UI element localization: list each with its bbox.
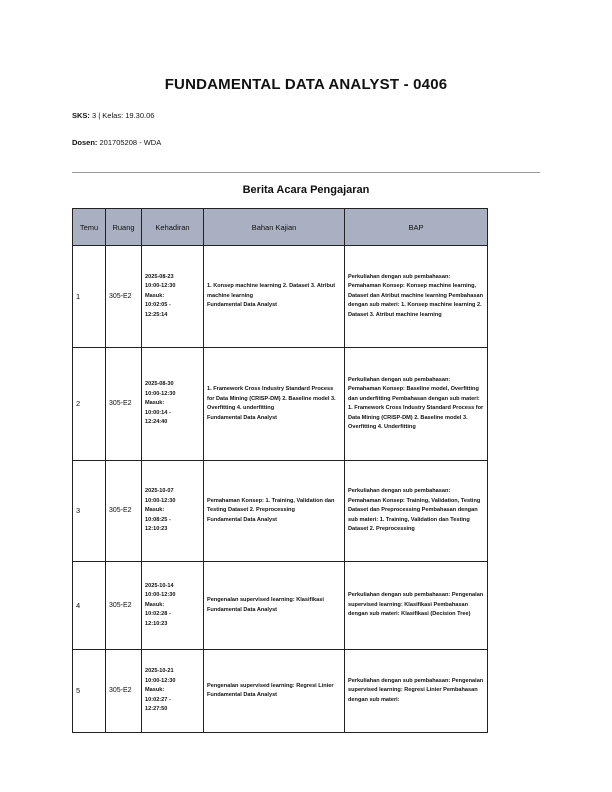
page-title: FUNDAMENTAL DATA ANALYST - 0406 bbox=[164, 76, 448, 93]
temu-cell: 4 bbox=[73, 562, 106, 650]
kehadiran-time: 10:00-12:30 bbox=[145, 283, 176, 290]
kehadiran-label: Masuk: bbox=[145, 292, 165, 299]
bap-cell: Perkuliahan dengan sub pembahasan: Pengenalan supervised learning: Klasifikasi Pembahasan dengan sub materi: Klasifikasi (Decision Tree) bbox=[345, 562, 488, 650]
ruang-cell: 305-E2 bbox=[106, 246, 142, 348]
col-header-bap: BAP bbox=[345, 209, 488, 246]
bahan-topic: 1. Framework Cross Industry Standard Process for Data Mining (CRISP-DM) 2. Baseline model 3. Overfitting 4. underfitting bbox=[207, 386, 336, 411]
bap-cell: Perkuliahan dengan sub pembahasan: Pemahaman Konsep: Training, Validation, Testing Dataset dan Preprocessing Pembahasan dengan sub materi: 1. Training, Validation dan Testing Dataset 2. Preprocessing bbox=[345, 461, 488, 562]
bahan-topic: Pengenalan supervised learning: Regresi Linier bbox=[207, 682, 334, 689]
col-header-ruang: Ruang bbox=[106, 209, 142, 246]
table-row bbox=[73, 348, 488, 461]
kehadiran-time: 10:00-12:30 bbox=[145, 677, 176, 684]
bahan-course: Fundamental Data Analyst bbox=[207, 516, 278, 523]
lecturer-info bbox=[72, 138, 161, 147]
kehadiran-date: 2025-10-07 bbox=[145, 488, 174, 495]
bahan-course: Fundamental Data Analyst bbox=[207, 606, 278, 613]
kehadiran-date: 2025-08-23 bbox=[145, 273, 174, 280]
kehadiran-in: 10:02:05 - bbox=[145, 302, 171, 309]
bahan-kajian-cell bbox=[204, 246, 345, 348]
kehadiran-date: 2025-10-21 bbox=[145, 668, 174, 675]
col-header-temu: Temu bbox=[73, 209, 106, 246]
sks-label: SKS: bbox=[72, 111, 90, 120]
kehadiran-cell bbox=[142, 650, 204, 733]
temu-cell: 2 bbox=[73, 348, 106, 461]
kehadiran-label: Masuk: bbox=[145, 507, 165, 514]
kehadiran-label: Masuk: bbox=[145, 601, 165, 608]
kehadiran-time: 10:00-12:30 bbox=[145, 592, 176, 599]
bap-cell: Perkuliahan dengan sub pembahasan: Pemahaman Konsep: Konsep machine learning, Dataset dan Atribut machine learning Pembahasan dengan sub materi: 1. Konsep machine learning 2. Dataset 3. Atribut machine learning bbox=[345, 246, 488, 348]
table-row bbox=[73, 246, 488, 348]
table-row bbox=[73, 461, 488, 562]
kehadiran-in: 10:02:27 - bbox=[145, 696, 171, 703]
kehadiran-time: 10:00-12:30 bbox=[145, 497, 176, 504]
bahan-kajian-cell bbox=[204, 650, 345, 733]
divider bbox=[72, 172, 540, 173]
section-title: Berita Acara Pengajaran bbox=[242, 184, 370, 196]
col-header-bahan-kajian: Bahan Kajian bbox=[204, 209, 345, 246]
bahan-course: Fundamental Data Analyst bbox=[207, 414, 278, 421]
bahan-topic: 1. Konsep machine learning 2. Dataset 3. Atribut machine learning bbox=[207, 283, 336, 299]
bahan-kajian-cell bbox=[204, 461, 345, 562]
kehadiran-cell bbox=[142, 348, 204, 461]
kehadiran-cell bbox=[142, 246, 204, 348]
ruang-cell: 305-E2 bbox=[106, 650, 142, 733]
kehadiran-in: 10:08:25 - bbox=[145, 516, 171, 523]
table-row bbox=[73, 650, 488, 733]
bahan-topic: Pengenalan supervised learning: Klasifikasi bbox=[207, 597, 324, 603]
kehadiran-time: 10:00-12:30 bbox=[145, 390, 176, 397]
ruang-cell: 305-E2 bbox=[106, 348, 142, 461]
sks-value: 3 | Kelas: 19.30.06 bbox=[92, 111, 155, 120]
dosen-label: Dosen: bbox=[72, 138, 98, 147]
kehadiran-out: 12:10:23 bbox=[145, 526, 168, 533]
bap-cell: Perkuliahan dengan sub pembahasan: Pemahaman Konsep: Baseline model, Overfitting dan underfitting Pembahasan dengan sub materi: 1. Framework Cross Industry Standard Process for Data Mining (CRISP-DM) 2. Baseline model 3. Overfitting 4. Underfitting bbox=[345, 348, 488, 461]
bahan-kajian-cell bbox=[204, 562, 345, 650]
kehadiran-out: 12:10:23 bbox=[145, 620, 168, 627]
kehadiran-date: 2025-08-30 bbox=[145, 381, 174, 388]
temu-cell: 3 bbox=[73, 461, 106, 562]
kehadiran-date: 2025-10-14 bbox=[145, 582, 174, 589]
kehadiran-out: 12:24:40 bbox=[145, 419, 168, 426]
kehadiran-label: Masuk: bbox=[145, 400, 165, 407]
bahan-kajian-cell bbox=[204, 348, 345, 461]
bap-cell: Perkuliahan dengan sub pembahasan: Pengenalan supervised learning: Regresi Linier Pembahasan dengan sub materi: bbox=[345, 650, 488, 733]
dosen-value: 201705208 - WDA bbox=[99, 138, 162, 147]
col-header-kehadiran: Kehadiran bbox=[142, 209, 204, 246]
kehadiran-label: Masuk: bbox=[145, 687, 165, 694]
table-header-row bbox=[73, 209, 488, 246]
temu-cell: 1 bbox=[73, 246, 106, 348]
kehadiran-out: 12:25:14 bbox=[145, 311, 168, 318]
kehadiran-in: 10:02:28 - bbox=[145, 611, 171, 618]
bahan-topic: Pemahaman Konsep: 1. Training, Validation dan Testing Dataset 2. Preprocessing bbox=[207, 497, 335, 514]
ruang-cell: 305-E2 bbox=[106, 562, 142, 650]
kehadiran-cell bbox=[142, 461, 204, 562]
bahan-course: Fundamental Data Analyst bbox=[207, 302, 278, 309]
bahan-course: Fundamental Data Analyst bbox=[207, 692, 278, 698]
table-row bbox=[73, 562, 488, 650]
kehadiran-cell bbox=[142, 562, 204, 650]
kehadiran-in: 10:00:14 - bbox=[145, 409, 171, 416]
class-info bbox=[72, 111, 154, 120]
temu-cell: 5 bbox=[73, 650, 106, 733]
kehadiran-out: 12:27:50 bbox=[145, 706, 168, 713]
teaching-record-table bbox=[72, 208, 488, 733]
ruang-cell: 305-E2 bbox=[106, 461, 142, 562]
